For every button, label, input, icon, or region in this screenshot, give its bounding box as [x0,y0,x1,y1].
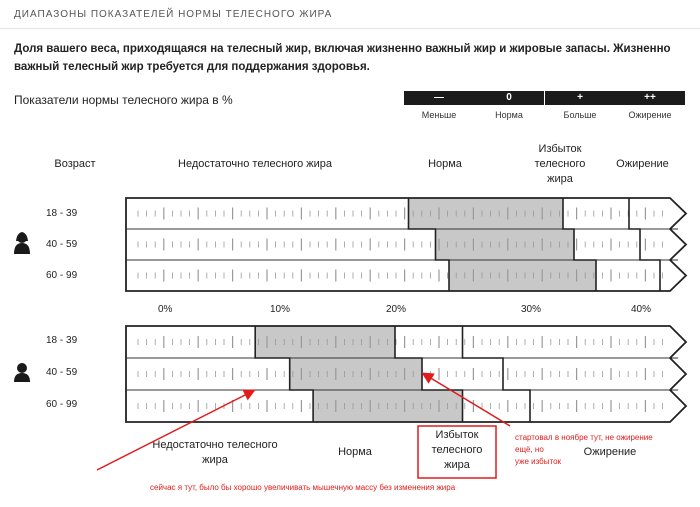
dialog-title: ДИАПАЗОНЫ ПОКАЗАТЕЛЕЙ НОРМЫ ТЕЛЕСНОГО ЖИРА [14,9,333,20]
pct-tick-10: 10% [270,304,291,315]
column-over-line1: Избыток [538,143,582,155]
female-boundary-obese [629,198,660,291]
description-text: Доля вашего веса, приходящаяся на телесный жир, включая жизненно важный жир и жировые запасы. Жизненно важный телесный жир требуется для поддержания здоровья. [14,43,671,73]
column-normal: Норма [428,158,462,170]
legend-normal-label: Норма [495,110,523,120]
male-boundary-obese [463,326,531,422]
legend-more-label: Больше [563,110,597,120]
annotation-start-line2: ещё, но [515,445,544,454]
female-icon [14,232,30,254]
bottom-normal-label: Норма [338,446,372,458]
chart-subheading: Показатели нормы телесного жира в % [14,93,233,107]
female-age-18-39: 18 - 39 [46,208,78,219]
pct-tick-0: 0% [158,304,173,315]
annotation-box [418,426,496,478]
legend-less-label: Меньше [421,110,457,120]
column-over-line2: телесного [534,158,586,170]
male-chart-grid [126,326,686,422]
male-normal-band [255,326,462,422]
legend-obese-box: ++ [615,91,685,105]
bottom-under-line1: Недостаточно телесного [152,439,278,451]
male-age-60-99: 60 - 99 [46,399,78,410]
male-age-40-59: 40 - 59 [46,367,78,378]
female-age-60-99: 60 - 99 [46,270,78,281]
annotation-start-line3: уже избыток [515,457,562,466]
pct-tick-20: 20% [386,304,407,315]
bottom-obese-label: Ожирение [583,446,637,458]
column-over-line3: жира [547,173,573,185]
pct-tick-40: 40% [631,304,652,315]
female-age-40-59: 40 - 59 [46,239,78,250]
bottom-over-line2: телесного [431,444,483,456]
column-under: Недостаточно телесного жира [178,158,332,170]
annotation-start-line1: стартовал в ноябре тут, не ожирение [515,433,653,442]
legend-obese-label: Ожирение [628,110,672,120]
female-chart-grid [126,198,686,291]
legend-more-box: + [545,91,615,105]
annotation-arrow-left [97,391,253,470]
column-obese: Ожирение [616,158,669,170]
legend-normal-box: 0 [474,91,544,105]
pct-tick-30: 30% [521,304,542,315]
male-age-18-39: 18 - 39 [46,335,78,346]
bottom-over-line3: жира [444,459,470,471]
column-age: Возраст [54,158,96,170]
legend-less-box: — [404,91,474,105]
annotation-current-position: сейчас я тут, было бы хорошо увеличивать мышечную массу без изменения жира [150,483,456,492]
bottom-under-line2: жира [202,454,228,466]
male-icon [14,363,30,382]
bottom-over-line1: Избыток [435,429,479,441]
